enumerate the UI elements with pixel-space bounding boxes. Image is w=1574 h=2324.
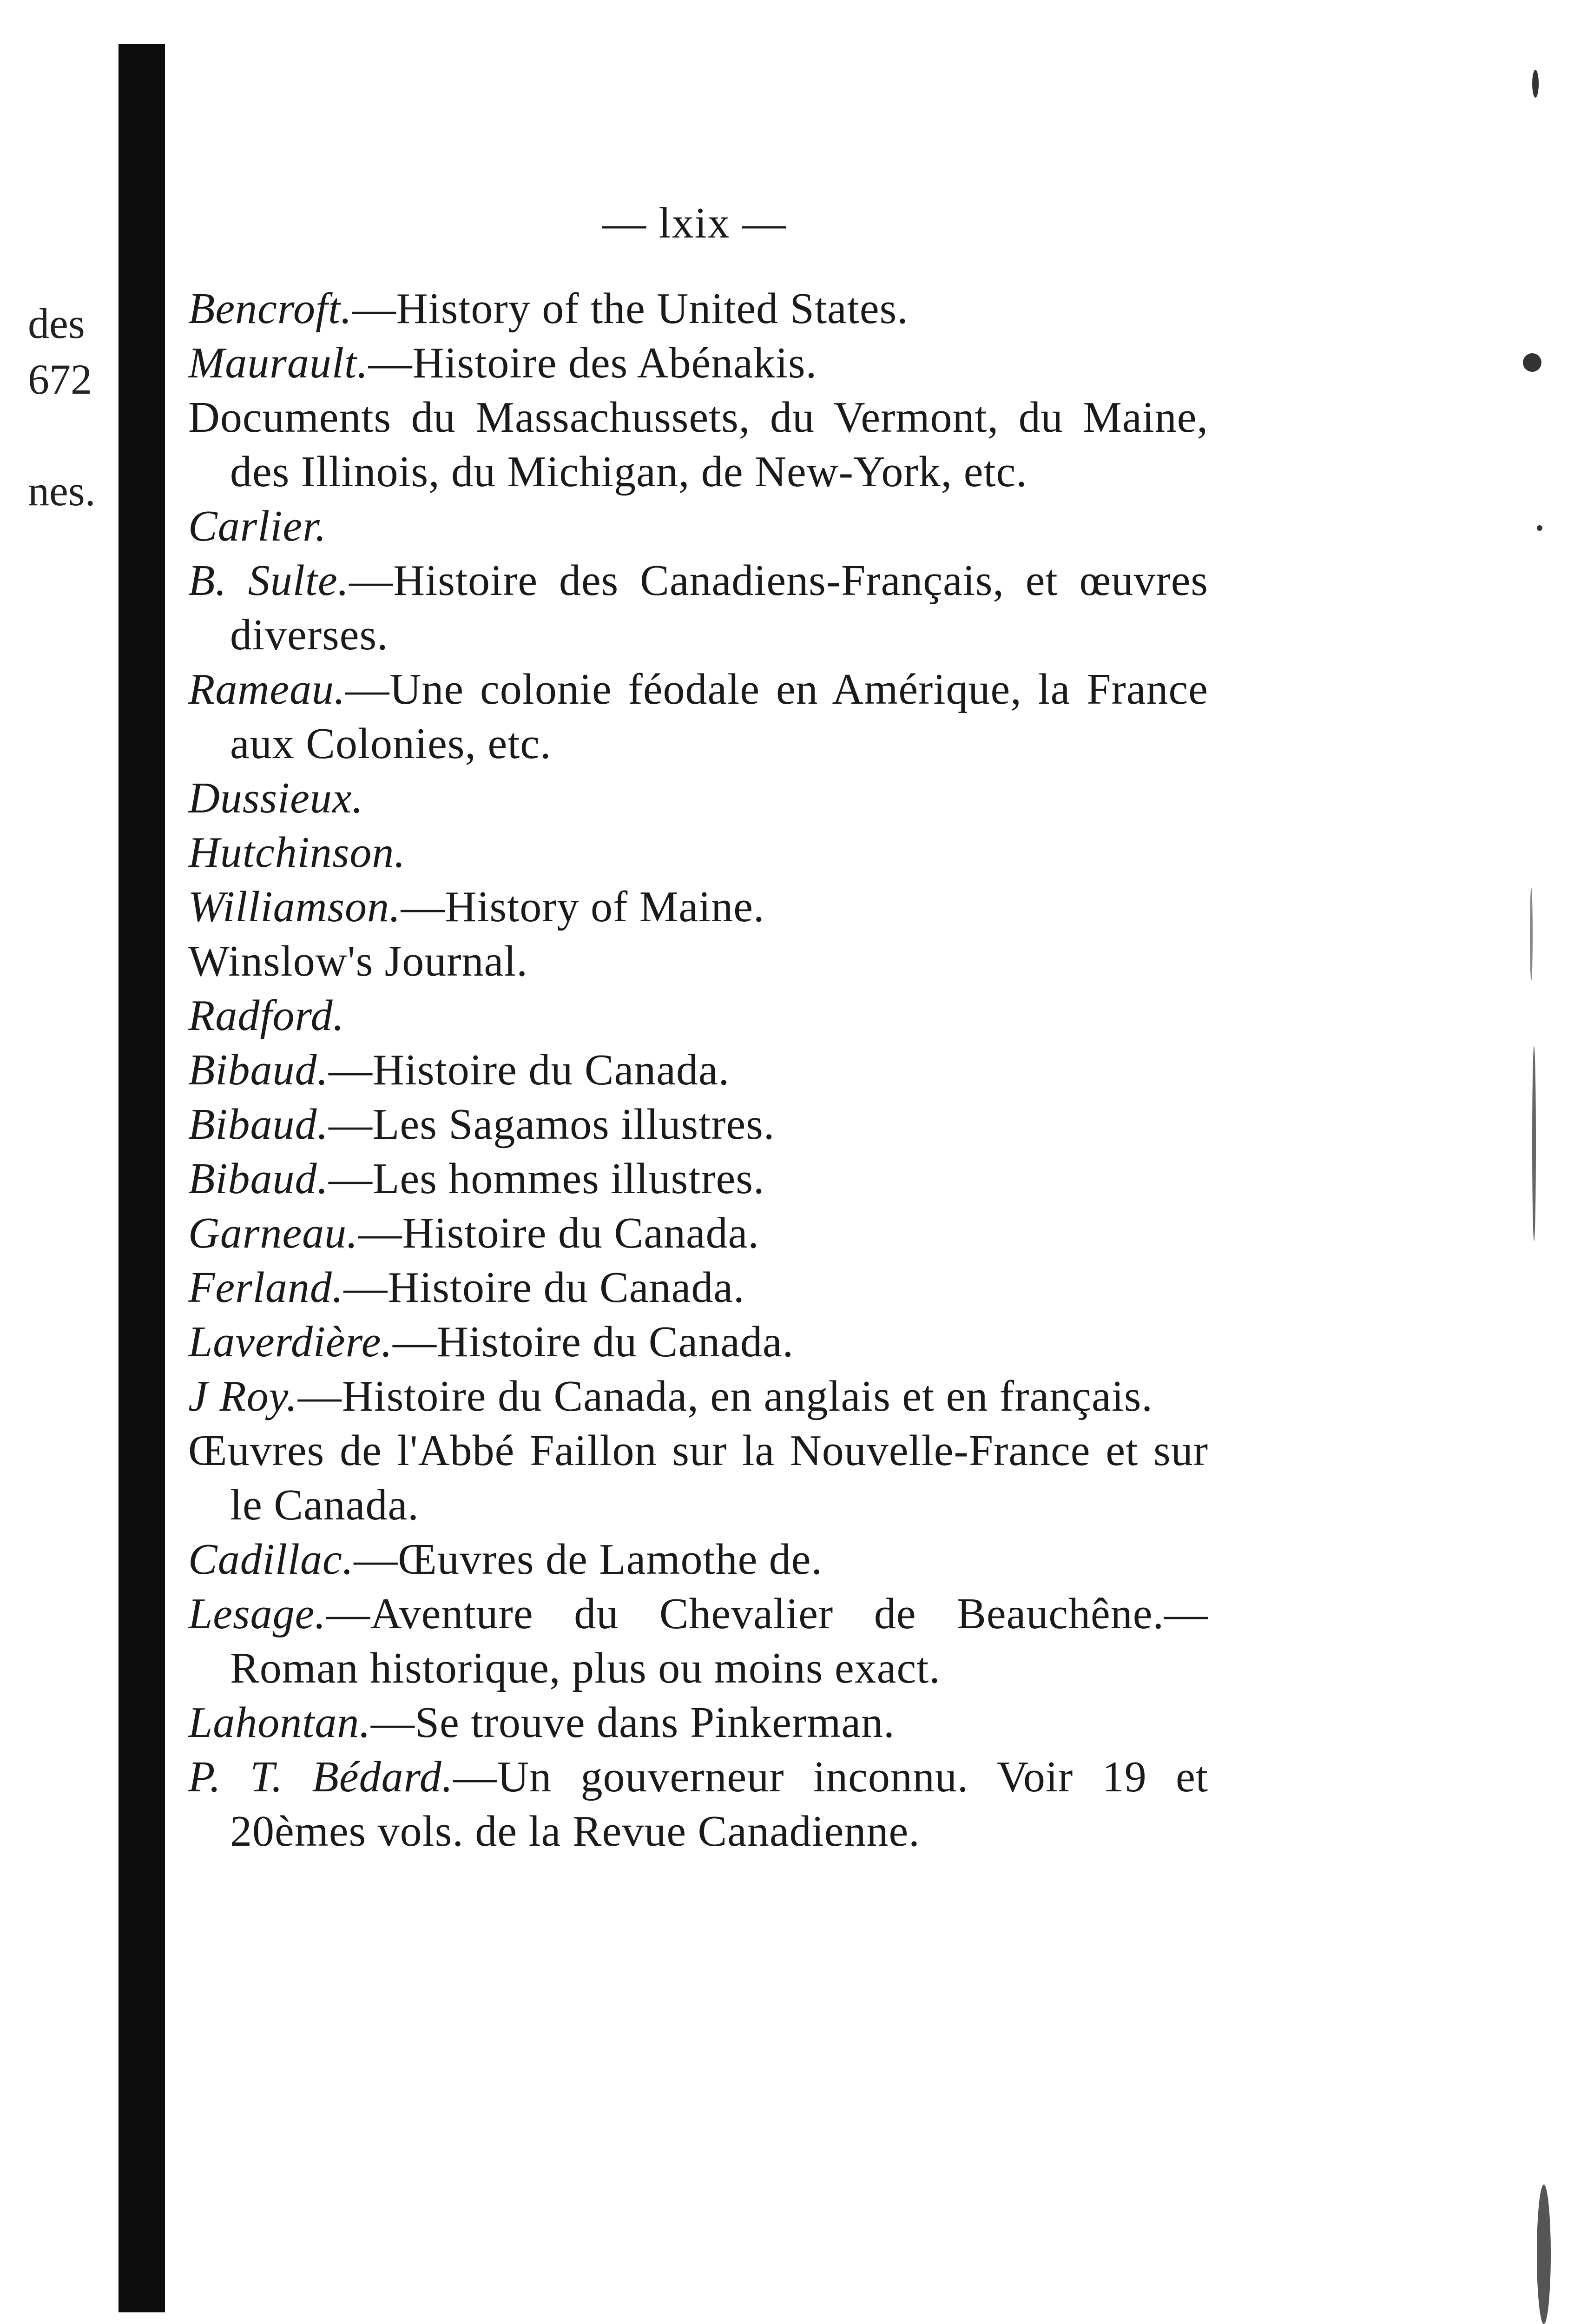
bibliography-entry [188,1696,1208,1750]
bibliography-entry [188,1424,1208,1532]
entry-author: Bencroft. [188,284,352,333]
bibliography-entry [188,282,1208,336]
bibliography-entry [188,336,1208,390]
margin-fragment-2: 672 [28,356,92,403]
entry-author: Bibaud. [188,1046,329,1094]
entry-title: Winslow's Journal. [188,937,528,985]
page-number-header: — lxix — [602,199,787,247]
entry-author: Bibaud. [188,1100,329,1149]
entry-title: —Histoire du Canada. [343,1263,745,1312]
bibliography-entry [188,1206,1208,1261]
bibliography-entry [188,934,1208,989]
margin-fragment-3: nes. [28,467,96,515]
bibliography-entry [188,1532,1208,1587]
entry-author: Hutchinson. [188,828,406,877]
entry-author: B. Sulte. [188,556,349,605]
entry-author: Rameau. [188,665,346,713]
bibliography-entry [188,989,1208,1043]
entry-author: Carlier. [188,502,327,550]
bibliography-entry [188,1152,1208,1206]
entry-author: Bibaud. [188,1155,329,1203]
entry-author: Garneau. [188,1209,358,1257]
entry-title: —Les Sagamos illustres. [329,1100,775,1149]
bibliography-entry [188,499,1208,554]
entry-title: —History of the United States. [352,284,909,333]
entry-title: —Histoire du Canada, en anglais et en français. [297,1372,1153,1420]
entry-title: —Un gouverneur inconnu. Voir 19 et 20èmes vols. de la Revue Canadienne. [230,1753,1208,1855]
entry-title: —Histoire du Canada. [329,1046,730,1094]
entry-author: Maurault. [188,339,369,387]
binding-shadow [119,44,165,2312]
entry-author: Dussieux. [188,774,364,822]
bibliography-entry [188,1043,1208,1097]
bibliography-entry [188,1261,1208,1315]
bibliography-entry [188,825,1208,880]
entry-author: Lahontan. [188,1698,371,1747]
bibliography-entry [188,390,1208,499]
bibliography-entry [188,662,1208,771]
bibliography-entry [188,771,1208,825]
margin-fragment-1: des [28,300,85,347]
bibliography-entry [188,1587,1208,1696]
bibliography-entry [188,1315,1208,1369]
entry-author: Lesage. [188,1590,326,1638]
entry-title: —Histoire des Canadiens-Français, et œuvres diverses. [230,556,1208,659]
entry-title: —Se trouve dans Pinkerman. [370,1698,895,1747]
entry-author: Radford. [188,991,345,1040]
entry-author: J Roy. [188,1372,298,1420]
bibliography-entry [188,1369,1208,1424]
entry-title: —History of Maine. [401,883,765,931]
entry-author: P. T. Bédard. [188,1753,454,1801]
bibliography-entry [188,1750,1208,1859]
entry-author: Williamson. [188,883,401,931]
entry-title: Œuvres de l'Abbé Faillon sur la Nouvelle-France et sur le Canada. [188,1426,1208,1529]
bibliography-entry [188,554,1208,662]
entry-title: —Histoire des Abénakis. [368,339,817,387]
page-edge-specks [1504,0,1574,2324]
bibliography-entry [188,1097,1208,1152]
entry-title: —Œuvres de Lamothe de. [354,1535,823,1584]
entry-author: Cadillac. [188,1535,354,1584]
bibliography-list [188,282,1208,1859]
entry-title: —Les hommes illustres. [329,1155,765,1203]
entry-title: —Une colonie féodale en Amérique, la France aux Colonies, etc. [230,665,1208,768]
entry-title: —Histoire du Canada. [392,1318,794,1366]
entry-author: Ferland. [188,1263,344,1312]
entry-title: Documents du Massachussets, du Vermont, du Maine, des Illinois, du Michigan, de New-York, etc. [188,393,1208,496]
entry-title: —Histoire du Canada. [358,1209,759,1257]
entry-title: —Aventure du Chevalier de Beauchêne.—Roman historique, plus ou moins exact. [230,1590,1208,1692]
entry-author: Laverdière. [188,1318,393,1366]
bibliography-entry [188,880,1208,934]
